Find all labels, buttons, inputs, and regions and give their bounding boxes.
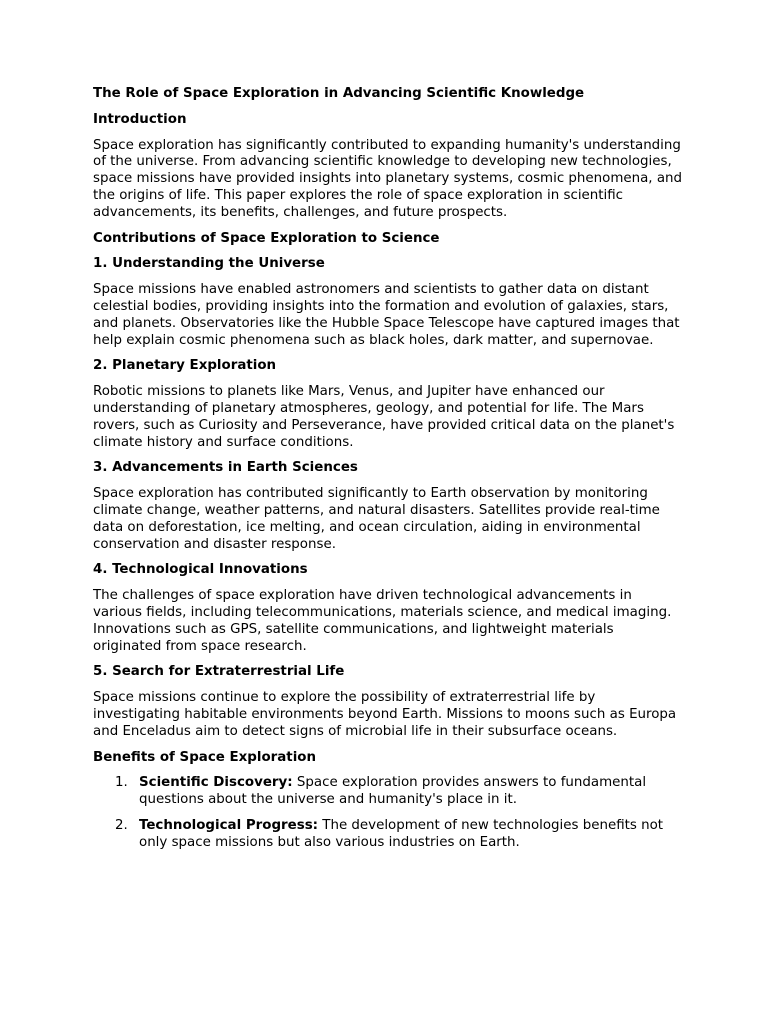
introduction-paragraph: Space exploration has significantly contributed to expanding humanity's understanding of the universe. From advancing scientific knowledge to developing new technologies, space missions have provided insights into planetary systems, cosmic phenomena, and the origins of life. This paper explores the role of space exploration in scientific advancements, its benefits, challenges, and future prospects. [93, 137, 683, 220]
list-item-label: Technological Progress: [139, 817, 319, 833]
section-heading: 4. Technological Innovations [93, 562, 308, 578]
section-paragraph: Robotic missions to planets like Mars, Venus, and Jupiter have enhanced our understanding of planetary atmospheres, geology, and potential for life. The Mars rovers, such as Curiosity and Perseverance, have provided critical data on the planet's climate history and surface conditions. [93, 384, 675, 450]
section-heading: 1. Understanding the Universe [93, 256, 325, 272]
section-paragraph: Space missions continue to explore the possibility of extraterrestrial life by investigating habitable environments beyond Earth. Missions to moons such as Europa and Enceladus aim to detect signs of microbial life in their subsurface oceans. [93, 690, 677, 739]
section-paragraph: Space exploration has contributed significantly to Earth observation by monitoring climate change, weather patterns, and natural disasters. Satellites provide real-time data on deforestation, ice melting, and ocean circulation, aiding in environmental conservation and disaster response. [93, 486, 660, 552]
section-heading: 2. Planetary Exploration [93, 358, 277, 374]
section-heading: 5. Search for Extraterrestrial Life [93, 664, 345, 680]
section-paragraph: Space missions have enabled astronomers and scientists to gather data on distant celestial bodies, providing insights into the formation and evolution of galaxies, stars, and planets. Observatories like the Hubble Space Telescope have captured images that help explain cosmic phenomena such as black holes, dark matter, and supernovae. [93, 282, 680, 348]
benefits-list [93, 775, 683, 851]
section-heading: 3. Advancements in Earth Sciences [93, 460, 358, 476]
document-title: The Role of Space Exploration in Advancing Scientific Knowledge [93, 86, 585, 101]
list-item [93, 775, 683, 809]
list-item-number: 1. [115, 775, 128, 791]
section-paragraph: The challenges of space exploration have driven technological advancements in various fields, including telecommunications, materials science, and medical imaging. Innovations such as GPS, satellite communications, and lightweight materials originated from space research. [93, 588, 672, 654]
introduction-heading: Introduction [93, 111, 187, 127]
list-item-label: Scientific Discovery: [139, 775, 293, 791]
contributions-heading: Contributions of Space Exploration to Science [93, 230, 440, 246]
list-item-text: The development of new technologies benefits not only space missions but also various industries on Earth. [139, 817, 664, 850]
list-item-number: 2. [115, 817, 128, 833]
list-item-text: Space exploration provides answers to fundamental questions about the universe and humanity's place in it. [139, 775, 647, 808]
benefits-heading: Benefits of Space Exploration [93, 749, 317, 765]
list-item [93, 818, 683, 852]
document-page [93, 86, 683, 860]
